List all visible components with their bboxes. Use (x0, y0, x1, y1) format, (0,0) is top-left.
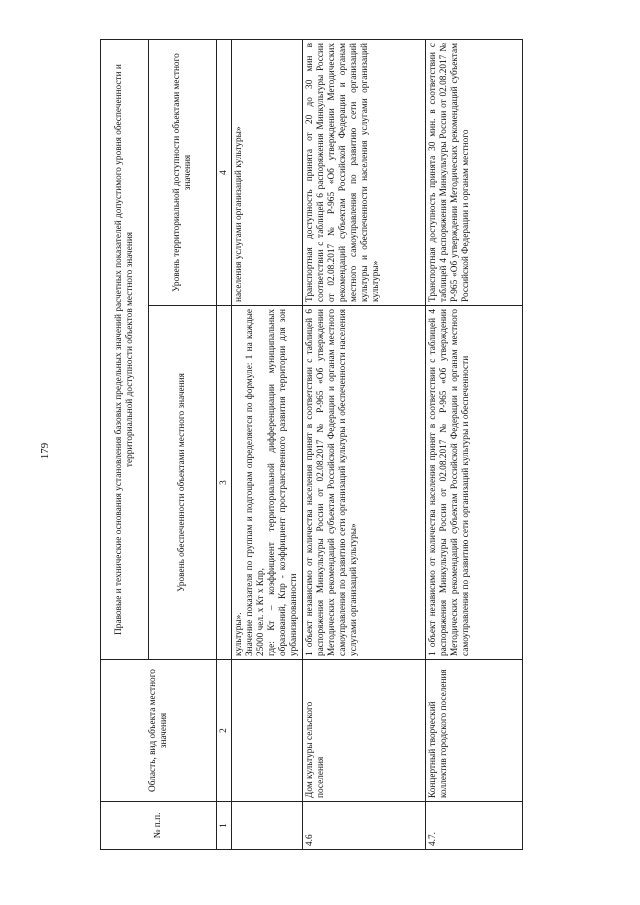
table-row (425, 40, 522, 850)
row-num (232, 802, 303, 850)
header-access: Уровень территориальной доступности объектами местного значения (149, 40, 217, 306)
header-provision: Уровень обеспеченности объектами местного значения (149, 306, 217, 660)
page-number: 179 (39, 442, 51, 460)
row-provision: 1 объект независимо от количества населения принят в соответствии с таблицей 4 распоряжения Минкультуры России от 02.08.2017 № Р-965 «Об утверждении Методических рекомендаций субъектам Российской Федерации и органам местного самоуправления по развитию сети организаций культуры и обеспеченности (425, 306, 522, 660)
col-number: 4 (217, 40, 232, 306)
header-row (101, 40, 149, 850)
col-number: 2 (217, 660, 232, 802)
col-number: 1 (217, 802, 232, 850)
row-access: населения услугами организаций культуры» (232, 40, 303, 306)
row-access: Транспортная доступность принята от 20 до 30 мин в соответствии с таблицей 6 распоряжения Минкультуры России от 02.08.2017 № Р-965 «Об утверждении Методических рекомендаций субъектам Российской Федерации и органам местного самоуправления по развитию сети организаций культуры и обеспеченности населения услугами организаций культуры» (302, 40, 425, 306)
norms-table (100, 39, 523, 850)
table-row (302, 40, 425, 850)
header-num: № п.п. (101, 802, 217, 850)
col-number: 3 (217, 306, 232, 660)
column-number-row (217, 40, 232, 850)
row-num: 4.6 (302, 802, 425, 850)
table-row (232, 40, 303, 850)
row-provision: 1 объект независимо от количества населения принят в соответствии с таблицей 6 распоряжения Минкультуры России от 02.08.2017 № Р-965 «Об утверждении Методических рекомендаций субъектам Российской Федерации и органам местного самоуправления по развитию сети организаций культуры и обеспеченности населения услугами организаций культуры» (302, 306, 425, 660)
row-name: Дом культуры сельского поселения (302, 660, 425, 802)
header-group: Правовые и технические основания установления базовых предельных значений расчетных показателей допустимого уровня обеспеченности и территориальной доступности объектов местного значения (101, 40, 149, 660)
row-name: Концертный творческий коллектив городского поселения (425, 660, 522, 802)
rotated-page-area (100, 40, 568, 850)
header-area: Область, вид объекта местного значения (101, 660, 217, 802)
row-provision: культуры». Значение показателя по группам и подгоupам определяется по формуле: 1 на каждые 25000 чел. х Кт х Кпр, где: Кт – коэффициент территориальной дифференциации муниципальных образований, Кпр - коэффициент пространственного развития территории для зон урбанизированности (232, 306, 303, 660)
row-name (232, 660, 303, 802)
row-num: 4.7. (425, 802, 522, 850)
row-access: Транспортная доступность принята 30 мин. в соответствии с таблицей 4 распоряжения Минкультуры России от 02.08.2017 № Р-965 «Об утверждении Методических рекомендаций субъектам Российской Федерации и органам местного (425, 40, 522, 306)
norms-table-wrapper (100, 40, 568, 850)
